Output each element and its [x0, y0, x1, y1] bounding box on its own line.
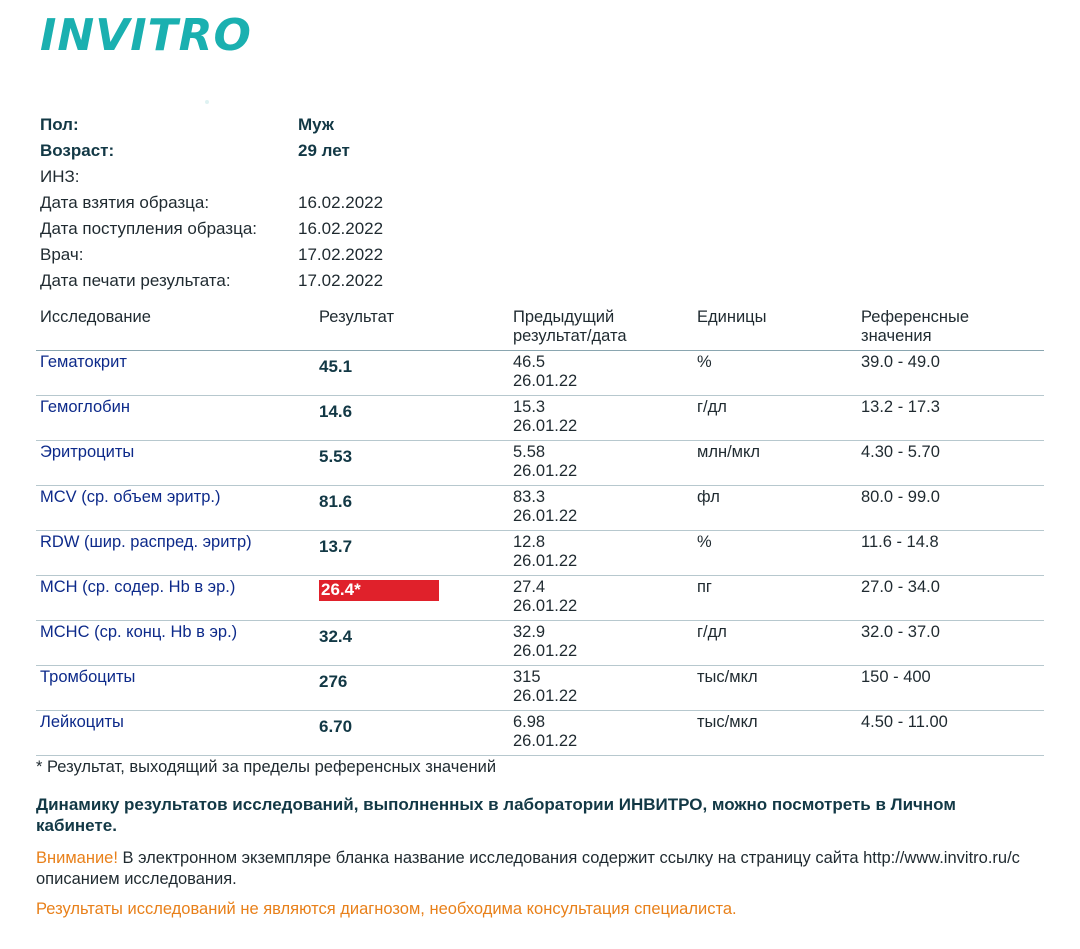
table-row [36, 441, 1044, 486]
reference-range: 32.0 - 37.0 [861, 623, 940, 641]
previous-date: 26.01.22 [513, 372, 578, 390]
previous-date: 26.01.22 [513, 642, 578, 660]
dynamics-note: Динамику результатов исследований, выполненных в лаборатории ИНВИТРО, можно посмотреть в Личном кабинете. [36, 795, 956, 835]
table-row [36, 351, 1044, 396]
previous-date: 26.01.22 [513, 687, 578, 705]
units: тыс/мкл [697, 713, 758, 731]
info-label: Пол: [40, 115, 79, 134]
result-value: 13.7 [319, 537, 353, 556]
table-row [36, 621, 1044, 666]
invitro-logo: INVITRO [40, 10, 252, 61]
previous-value: 12.8 [513, 533, 546, 551]
notice-warning: Внимание! [36, 849, 118, 867]
result-value-flagged: 26.4* [319, 580, 439, 601]
header-reference-line1: Референсные [861, 308, 970, 326]
previous-value: 83.3 [513, 488, 546, 506]
test-name-link[interactable]: Эритроциты [40, 443, 135, 461]
header-reference [861, 308, 969, 346]
test-name-link[interactable]: MCV (ср. объем эритр.) [40, 488, 221, 506]
test-name-link[interactable]: Тромбоциты [40, 668, 136, 686]
results-table [36, 306, 1044, 756]
result-value: 5.53 [319, 447, 353, 466]
info-label: ИНЗ: [40, 167, 80, 186]
notice [36, 848, 1046, 890]
test-name-link[interactable]: MCH (ср. содер. Hb в эр.) [40, 578, 236, 596]
previous-result [513, 533, 577, 571]
previous-value: 6.98 [513, 713, 546, 731]
info-row [40, 216, 383, 242]
header-previous-line2: результат/дата [513, 327, 627, 345]
table-row [36, 711, 1044, 756]
header-previous [513, 308, 627, 346]
info-label: Дата взятия образца: [40, 193, 210, 212]
result-value: 45.1 [319, 357, 353, 376]
table-body [36, 351, 1044, 756]
previous-result [513, 488, 577, 526]
reference-range: 80.0 - 99.0 [861, 488, 940, 506]
previous-value: 5.58 [513, 443, 546, 461]
info-row [40, 138, 383, 164]
info-label: Дата поступления образца: [40, 219, 258, 238]
previous-result [513, 713, 577, 751]
header-units: Единицы [697, 308, 767, 326]
reference-range: 4.30 - 5.70 [861, 443, 940, 461]
header-test: Исследование [40, 308, 151, 326]
previous-result [513, 353, 577, 391]
info-value: 16.02.2022 [298, 219, 384, 238]
previous-value: 46.5 [513, 353, 546, 371]
table-row [36, 396, 1044, 441]
footnote: * Результат, выходящий за пределы референсных значений [36, 758, 497, 776]
notice-text: В электронном экземпляре бланка название исследования содержит ссылку на страницу сайта http://www.invitro.ru/с описанием исследования. [36, 849, 1020, 888]
previous-value: 15.3 [513, 398, 546, 416]
previous-result [513, 443, 577, 481]
test-name-link[interactable]: Гематокрит [40, 353, 127, 371]
decorative-dot [205, 100, 209, 104]
info-label: Врач: [40, 245, 84, 264]
result-value: 81.6 [319, 492, 353, 511]
previous-result [513, 623, 577, 661]
table-row [36, 486, 1044, 531]
info-label: Возраст: [40, 141, 115, 160]
info-row [40, 112, 383, 138]
previous-result [513, 668, 577, 706]
test-name-link[interactable]: Лейкоциты [40, 713, 124, 731]
result-value: 14.6 [319, 402, 353, 421]
reference-range: 13.2 - 17.3 [861, 398, 940, 416]
header-result: Результат [319, 308, 395, 326]
units: г/дл [697, 623, 727, 641]
table-row [36, 666, 1044, 711]
previous-date: 26.01.22 [513, 507, 578, 525]
units: фл [697, 488, 720, 506]
result-value: 276 [319, 672, 348, 691]
info-label: Дата печати результата: [40, 271, 231, 290]
info-row [40, 242, 383, 268]
header-previous-line1: Предыдущий [513, 308, 615, 326]
result-value: 32.4 [319, 627, 353, 646]
info-value: 29 лет [298, 141, 350, 160]
info-value: 16.02.2022 [298, 193, 384, 212]
units: % [697, 353, 712, 371]
previous-result [513, 578, 577, 616]
header-reference-line2: значения [861, 327, 932, 345]
reference-range: 11.6 - 14.8 [861, 533, 939, 551]
test-name-link[interactable]: MCHC (ср. конц. Hb в эр.) [40, 623, 238, 641]
result-value: 6.70 [319, 717, 353, 736]
previous-date: 26.01.22 [513, 417, 578, 435]
previous-value: 315 [513, 668, 541, 686]
table-row [36, 576, 1044, 621]
info-row [40, 164, 383, 190]
patient-info [40, 112, 383, 294]
previous-date: 26.01.22 [513, 462, 578, 480]
table-row [36, 531, 1044, 576]
info-value: 17.02.2022 [298, 271, 384, 290]
reference-range: 27.0 - 34.0 [861, 578, 940, 596]
previous-result [513, 398, 577, 436]
units: г/дл [697, 398, 727, 416]
previous-value: 27.4 [513, 578, 546, 596]
info-row [40, 190, 383, 216]
previous-date: 26.01.22 [513, 552, 578, 570]
test-name-link[interactable]: Гемоглобин [40, 398, 130, 416]
units: пг [697, 578, 712, 596]
table-header [36, 306, 1044, 351]
info-value: Муж [298, 115, 334, 134]
info-row [40, 268, 383, 294]
previous-value: 32.9 [513, 623, 546, 641]
reference-range: 39.0 - 49.0 [861, 353, 940, 371]
previous-date: 26.01.22 [513, 597, 578, 615]
units: млн/мкл [697, 443, 761, 461]
disclaimer: Результаты исследований не являются диагнозом, необходима консультация специалиста. [36, 900, 737, 918]
test-name-link[interactable]: RDW (шир. распред. эритр) [40, 533, 252, 551]
units: % [697, 533, 712, 551]
info-value: 17.02.2022 [298, 245, 384, 264]
reference-range: 4.50 - 11.00 [861, 713, 948, 731]
units: тыс/мкл [697, 668, 758, 686]
previous-date: 26.01.22 [513, 732, 578, 750]
reference-range: 150 - 400 [861, 668, 931, 686]
